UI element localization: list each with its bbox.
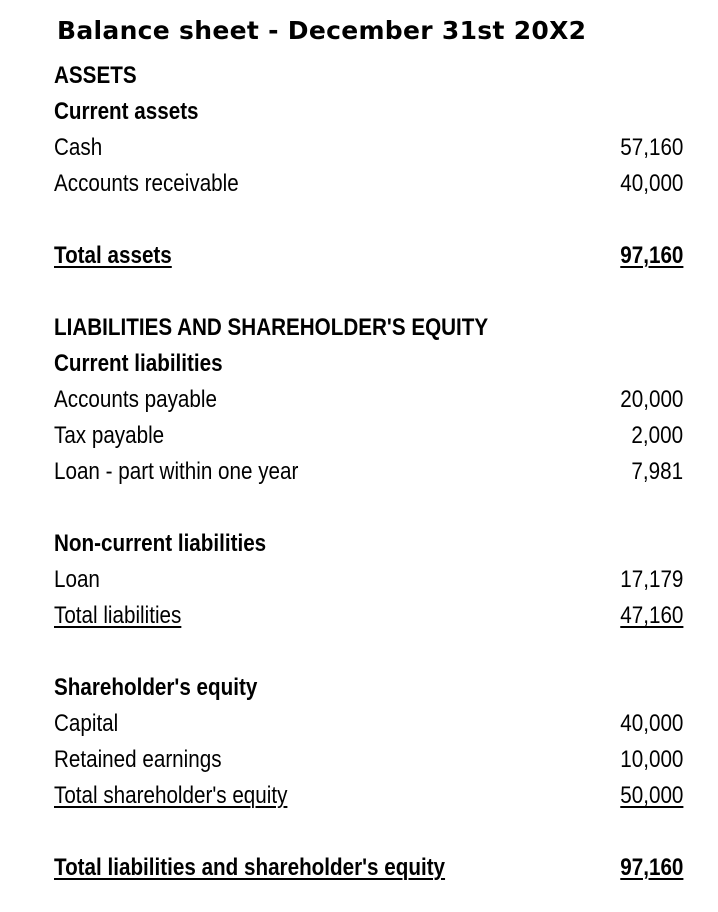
total-value: 50,000 [619, 782, 683, 809]
line-item-label: Loan - part within one year [54, 458, 299, 485]
total-value: 47,160 [619, 602, 683, 629]
line-item-value: 57,160 [619, 134, 683, 161]
subsection-heading-label: Shareholder's equity [54, 674, 258, 701]
grand-total-row [54, 852, 683, 884]
line-item-retained-earnings [54, 744, 683, 776]
total-liabilities-row [54, 600, 683, 632]
line-item-value: 40,000 [619, 710, 683, 737]
line-item-loan-current [54, 456, 683, 488]
line-item-label: Accounts receivable [54, 170, 239, 197]
total-assets-row [54, 240, 683, 272]
line-item-capital [54, 708, 683, 740]
noncurrent-liabilities-heading [54, 528, 683, 560]
line-item-tax-payable [54, 420, 683, 452]
current-assets-heading [54, 96, 683, 128]
total-label: Total assets [54, 242, 172, 269]
line-item-label: Cash [54, 134, 103, 161]
total-value: 97,160 [619, 242, 683, 269]
shareholders-equity-heading [54, 672, 683, 704]
subsection-heading-label: Current assets [54, 98, 199, 125]
line-item-label: Capital [54, 710, 119, 737]
total-label: Total shareholder's equity [54, 782, 288, 809]
total-label: Total liabilities [54, 602, 182, 629]
grand-total-label: Total liabilities and shareholder's equity [54, 854, 446, 881]
line-item-label: Retained earnings [54, 746, 222, 773]
line-item-value: 10,000 [619, 746, 683, 773]
liabilities-equity-heading [54, 312, 683, 344]
section-heading-label: ASSETS [54, 62, 137, 89]
grand-total-value: 97,160 [619, 854, 683, 881]
line-item-label: Accounts payable [54, 386, 217, 413]
line-item-cash [54, 132, 683, 164]
line-item-accounts-payable [54, 384, 683, 416]
total-equity-row [54, 780, 683, 812]
subsection-heading-label: Current liabilities [54, 350, 223, 377]
line-item-value: 2,000 [631, 422, 683, 449]
page-title: Balance sheet - December 31st 20X2 [57, 16, 587, 45]
line-item-value: 20,000 [619, 386, 683, 413]
line-item-value: 17,179 [619, 566, 683, 593]
section-heading-label: LIABILITIES AND SHAREHOLDER'S EQUITY [54, 314, 489, 341]
line-item-label: Tax payable [54, 422, 165, 449]
current-liabilities-heading [54, 348, 683, 380]
line-item-label: Loan [54, 566, 100, 593]
line-item-accounts-receivable [54, 168, 683, 200]
line-item-loan [54, 564, 683, 596]
line-item-value: 40,000 [619, 170, 683, 197]
subsection-heading-label: Non-current liabilities [54, 530, 267, 557]
line-item-value: 7,981 [631, 458, 683, 485]
assets-heading [54, 60, 683, 92]
